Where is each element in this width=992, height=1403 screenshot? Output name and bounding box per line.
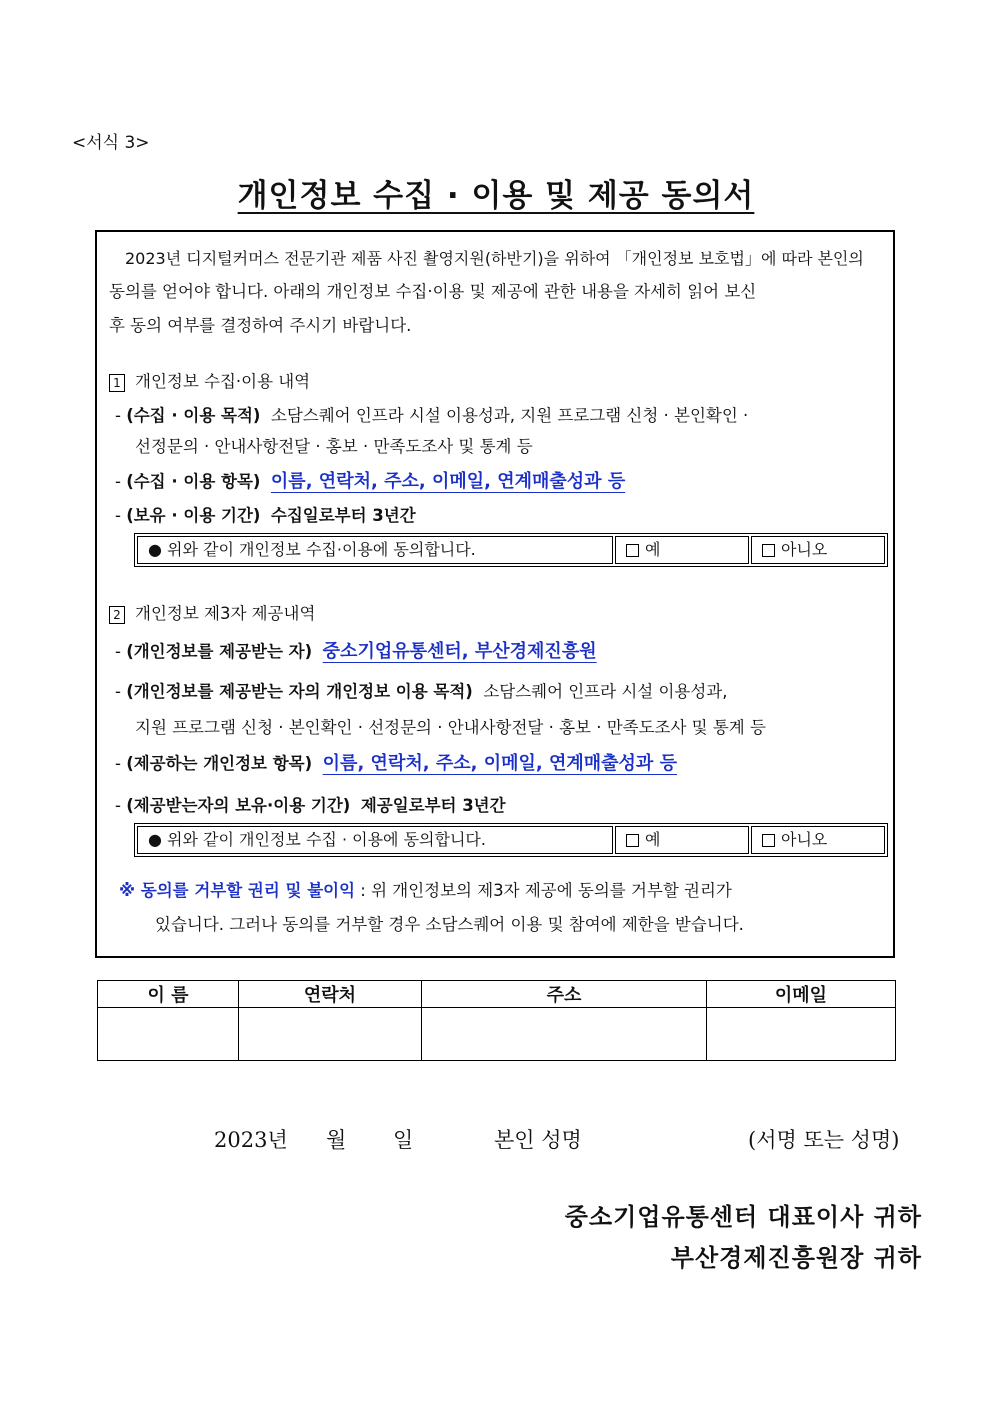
consent-content-box [95,230,895,958]
signature-day: 일 [393,1128,414,1152]
section2-yes-option[interactable]: 예 [615,826,749,854]
signature-year: 2023년 [214,1128,288,1152]
contact-input-cell[interactable] [239,1008,422,1061]
header-address: 주소 [422,981,707,1008]
section2-items: - (제공하는 개인정보 항목) 이름, 연락처, 주소, 이메일, 연계매출성과 등 [115,753,677,774]
signature-month: 월 [326,1128,347,1152]
section2-consent-row [134,823,888,857]
section1-items: - (수집 · 이용 항목) 이름, 연락처, 주소, 이메일, 연계매출성과 등 [115,471,626,492]
section1-purpose-cont: 선정문의 · 안내사항전달 · 홍보 · 만족도조사 및 통계 등 [135,437,533,456]
section1-heading: 1 개인정보 수집·이용 내역 [109,368,310,392]
section1-number: 1 [109,374,125,392]
section2-no-option[interactable]: 아니오 [751,826,885,854]
table-row [98,1008,896,1061]
form-number-label: <서식 3> [72,133,150,153]
checkbox-icon[interactable] [762,834,775,847]
section1-yes-option[interactable]: 예 [615,536,749,564]
section2-number: 2 [109,606,125,624]
refusal-notice-cont: 있습니다. 그러나 동의를 거부할 경우 소담스퀘어 이용 및 참여에 제한을 받습니다. [155,915,744,934]
section1-period: - (보유 · 이용 기간) 수집일로부터 3년간 [115,506,416,525]
header-contact: 연락처 [239,981,422,1008]
header-name: 이 름 [98,981,239,1008]
intro-line-3: 후 동의 여부를 결정하여 주시기 바랍니다. [109,316,412,335]
signature-hint: (서명 또는 성명) [748,1128,900,1152]
intro-line-2: 동의를 얻어야 합니다. 아래의 개인정보 수집·이용 및 제공에 관한 내용을 자세히 읽어 보신 [109,282,757,301]
intro-line-1: 2023년 디지털커머스 전문기관 제품 사진 촬영지원(하반기)을 위하여 「개인정보 보호법」에 따라 본인의 [125,249,864,268]
addressee-1: 중소기업유통센터 대표이사 귀하 [564,1202,922,1231]
refusal-notice-label: ※ 동의를 거부할 권리 및 불이익 [119,881,356,900]
email-input-cell[interactable] [707,1008,896,1061]
section2-recipient: - (개인정보를 제공받는 자) 중소기업유통센터, 부산경제진흥원 [115,641,597,662]
section1-purpose: - (수집 · 이용 목적) 소담스퀘어 인프라 시설 이용성과, 지원 프로그램 신청 · 본인확인 · [115,406,749,425]
applicant-info-table [97,980,896,1061]
section2-purpose-cont: 지원 프로그램 신청 · 본인확인 · 선정문의 · 안내사항전달 · 홍보 · 만족도조사 및 통계 등 [135,718,766,737]
section2-recipient-value: 중소기업유통센터, 부산경제진흥원 [322,641,597,662]
address-input-cell[interactable] [422,1008,707,1061]
document-title: 개인정보 수집 · 이용 및 제공 동의서 [237,178,755,214]
checkbox-icon[interactable] [626,834,639,847]
section2-heading: 2 개인정보 제3자 제공내역 [109,600,315,624]
section1-consent-row [134,533,888,567]
refusal-notice: ※ 동의를 거부할 권리 및 불이익 : 위 개인정보의 제3자 제공에 동의를 거부할 권리가 [119,881,732,900]
checkbox-icon[interactable] [626,544,639,557]
header-email: 이메일 [707,981,896,1008]
section2-purpose: - (개인정보를 제공받는 자의 개인정보 이용 목적) 소담스퀘어 인프라 시설 이용성과, [115,682,728,701]
checkbox-icon[interactable] [762,544,775,557]
section1-consent-text: ● 위와 같이 개인정보 수집·이용에 동의합니다. [137,536,613,564]
addressee-2: 부산경제진흥원장 귀하 [670,1243,922,1272]
table-header-row [98,981,896,1008]
name-input-cell[interactable] [98,1008,239,1061]
signature-signer: 본인 성명 [494,1128,582,1152]
section1-items-value: 이름, 연락처, 주소, 이메일, 연계매출성과 등 [270,471,626,492]
section2-items-value: 이름, 연락처, 주소, 이메일, 연계매출성과 등 [322,753,677,774]
section2-consent-text: ● 위와 같이 개인정보 수집 · 이용에 동의합니다. [137,826,613,854]
section2-period: - (제공받는자의 보유·이용 기간) 제공일로부터 3년간 [115,796,506,815]
section1-no-option[interactable]: 아니오 [751,536,885,564]
